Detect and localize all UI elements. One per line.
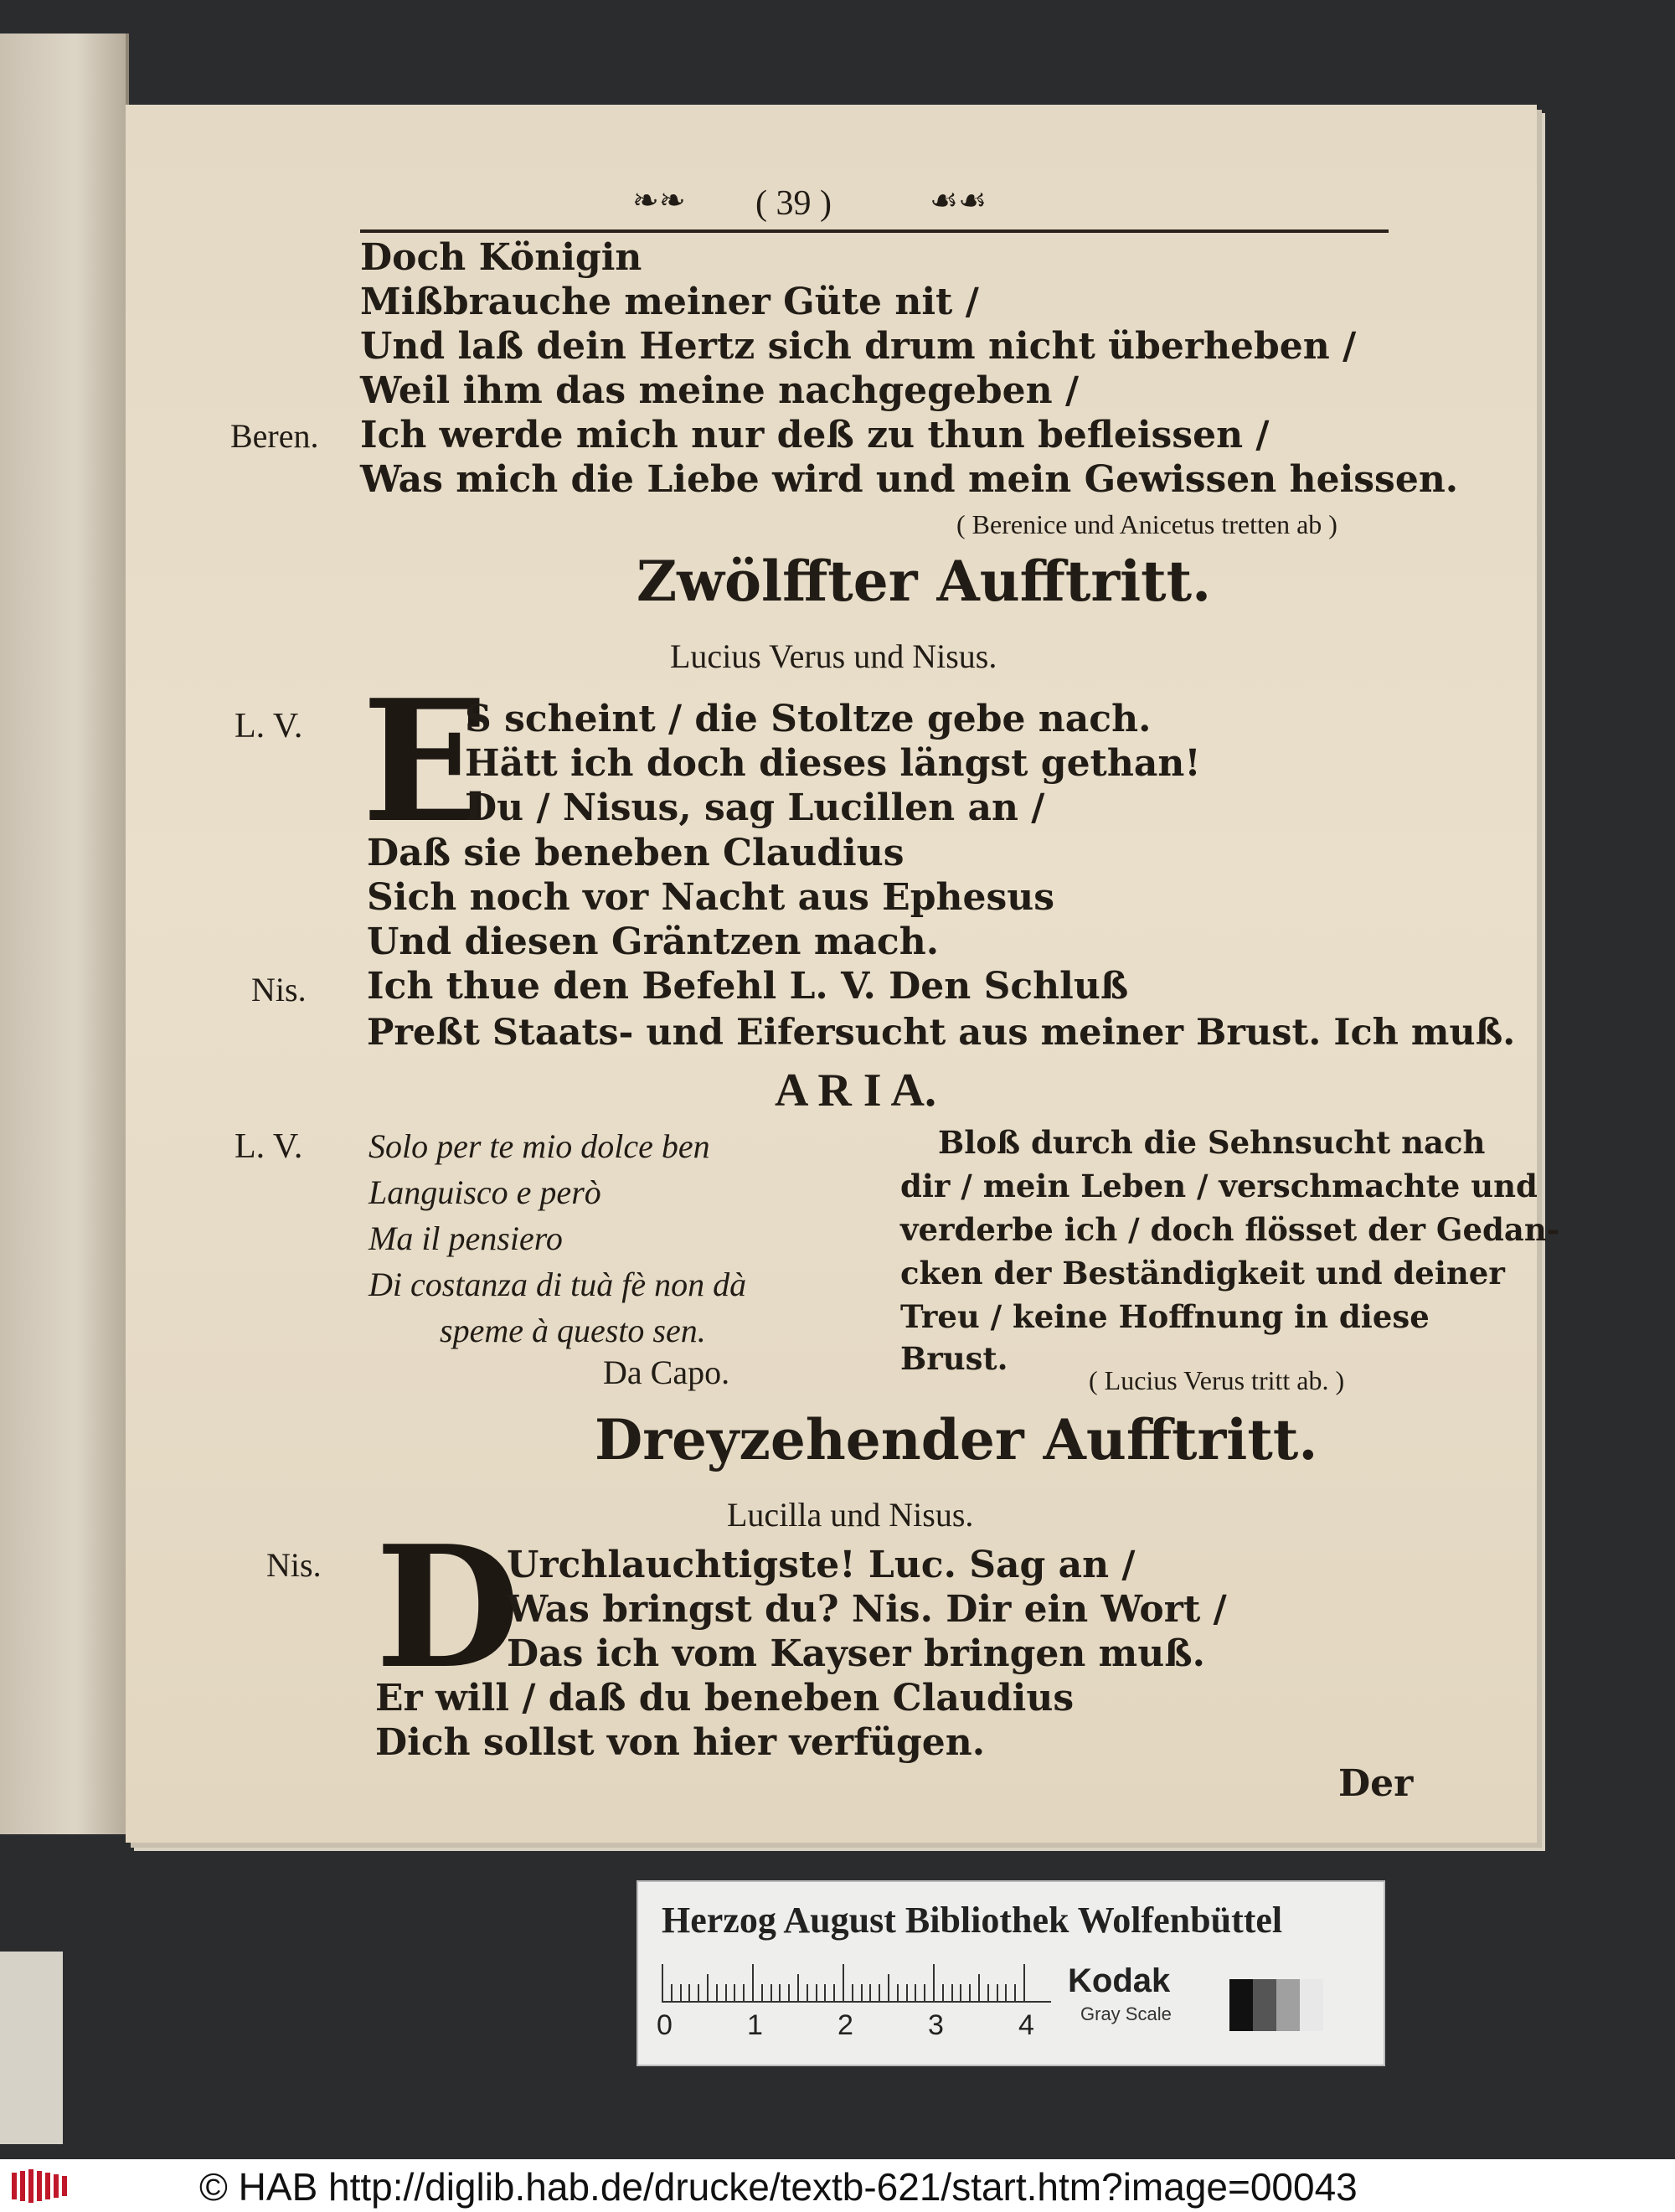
gray-patch: [1229, 1979, 1253, 2031]
left-page-label: [0, 1952, 63, 2144]
ruler-tick: [770, 1984, 772, 2001]
drop-cap: D: [375, 1509, 521, 1706]
ruler-tick: [1005, 1984, 1007, 2001]
verse-line: Und diesen Gräntzen mach.: [367, 920, 940, 963]
aria-heading: A R I A.: [775, 1065, 936, 1116]
verse-line: Dich sollst von hier verfügen.: [375, 1721, 986, 1764]
verse-line: Was bringst du? Nis. Dir ein Wort /: [507, 1588, 1227, 1631]
ruler-tick: [942, 1984, 944, 2001]
verse-line: Du / Nisus, sag Lucillen an /: [465, 786, 1045, 829]
ruler-tick: [906, 1984, 908, 2001]
scale-number: 0: [657, 2009, 673, 2041]
ruler-tick: [1014, 1984, 1016, 2001]
verse-line: S scheint / die Stoltze gebe nach.: [465, 698, 1152, 740]
da-capo: Da Capo.: [603, 1353, 730, 1391]
ruler-tick: [788, 1984, 790, 2001]
scale-number: 4: [1018, 2009, 1034, 2041]
gray-patch: [1253, 1979, 1276, 2031]
verse-line: Sich noch vor Nacht aus Ephesus: [367, 876, 1055, 919]
verse-line: Und laß dein Hertz sich drum nicht überheben /: [360, 325, 1357, 368]
header-rule: [360, 229, 1389, 233]
verse-line: Urchlauchtigste! Luc. Sag an /: [507, 1544, 1136, 1586]
aria-german-line: Brust.: [900, 1340, 1008, 1377]
ruler-tick: [752, 1964, 754, 2001]
gray-patch: [1300, 1979, 1323, 2031]
stage-direction: ( Lucius Verus tritt ab. ): [1089, 1365, 1345, 1395]
scene-characters: Lucius Verus und Nisus.: [670, 637, 997, 675]
ruler-tick: [824, 1984, 826, 2001]
ruler-tick: [779, 1984, 781, 2001]
scene-characters: Lucilla und Nisus.: [727, 1496, 974, 1534]
ruler-tick: [978, 1974, 980, 2001]
ruler-tick: [698, 1984, 699, 2001]
aria-german-line: Bloß durch die Sehnsucht nach: [938, 1124, 1486, 1161]
ruler-tick: [997, 1984, 998, 2001]
drop-cap: E: [362, 663, 490, 860]
aria-italian-line: Solo per te mio dolce ben: [368, 1127, 710, 1165]
aria-italian-line: speme à questo sen.: [440, 1312, 706, 1349]
ruler-tick: [888, 1974, 889, 2001]
page-number: ( 39 ): [755, 184, 832, 223]
verse-line: Ich thue den Befehl L. V. Den Schluß: [367, 965, 1129, 1008]
library-name: Herzog August Bibliothek Wolfenbüttel: [662, 1900, 1283, 1941]
ruler-tick: [725, 1984, 727, 2001]
speaker-label: L. V.: [234, 707, 303, 745]
footer-bar: [0, 2159, 1675, 2212]
ruler-tick: [707, 1974, 709, 2001]
ruler-tick: [843, 1964, 844, 2001]
ruler-tick: [743, 1984, 745, 2001]
ruler-tick: [797, 1974, 799, 2001]
speaker-label: Nis.: [266, 1546, 322, 1584]
scale-number: 2: [838, 2009, 853, 2041]
ruler-tick: [671, 1984, 673, 2001]
ruler-tick: [852, 1984, 853, 2001]
copyright-url[interactable]: © HAB http://diglib.hab.de/drucke/textb-621/start.htm?image=00043: [199, 2165, 1358, 2209]
aria-italian-line: Di costanza di tuà fè non dà: [368, 1266, 747, 1303]
scale-number: 3: [928, 2009, 944, 2041]
ruler-tick: [716, 1984, 718, 2001]
ruler-tick: [1023, 1964, 1025, 2001]
verse-line: Was mich die Liebe wird und mein Gewissen heissen.: [360, 458, 1459, 501]
left-page-edge: [0, 34, 129, 1834]
ruler-tick: [734, 1984, 735, 2001]
ornament-right: ☙☙: [930, 182, 987, 219]
aria-german-line: cken der Beständigkeit und deiner: [900, 1255, 1505, 1292]
verse-line: Mißbrauche meiner Güte nit /: [360, 281, 979, 323]
ruler-tick: [861, 1984, 863, 2001]
ruler-tick: [915, 1984, 916, 2001]
verse-line: Daß sie beneben Claudius: [367, 832, 904, 874]
verse-line: Doch Königin: [360, 236, 642, 279]
aria-italian-line: Ma il pensiero: [368, 1219, 563, 1257]
verse-line: Ich werde mich nur deß zu thun befleissen /: [360, 414, 1270, 456]
ruler-tick: [960, 1984, 961, 2001]
ornament-left: ❧❧: [632, 182, 686, 219]
ruler-tick: [869, 1984, 871, 2001]
verse-line: Das ich vom Kayser bringen muß.: [507, 1632, 1205, 1675]
speaker-label: Nis.: [251, 971, 307, 1008]
verse-line: Weil ihm das meine nachgegeben /: [360, 369, 1080, 412]
scale-number: 1: [747, 2009, 763, 2041]
ruler-tick: [879, 1984, 880, 2001]
scale-ruler: [662, 1959, 1051, 2003]
ruler-tick: [951, 1984, 953, 2001]
aria-german-line: dir / mein Leben / verschmachte und: [900, 1168, 1538, 1204]
catchword: Der: [1338, 1762, 1414, 1805]
aria-italian-line: Languisco e però: [368, 1173, 601, 1211]
ruler-tick: [897, 1984, 899, 2001]
verse-line: Hätt ich doch dieses längst gethan!: [465, 742, 1201, 785]
ruler-tick: [987, 1984, 989, 2001]
scene-title: Zwölffter Aufftritt.: [636, 549, 1212, 614]
ruler-tick: [816, 1984, 817, 2001]
speaker-label: Beren.: [230, 417, 319, 455]
stage-direction: ( Berenice und Anicetus tretten ab ): [956, 509, 1337, 539]
ruler-tick: [761, 1984, 763, 2001]
aria-german-line: Treu / keine Hoffnung in diese: [900, 1298, 1430, 1335]
ruler-tick: [680, 1984, 682, 2001]
aria-german-line: verderbe ich / doch flösset der Gedan-: [900, 1211, 1560, 1248]
ruler-tick: [933, 1964, 935, 2001]
ruler-tick: [969, 1984, 971, 2001]
ruler-tick: [833, 1984, 835, 2001]
verse-line: Er will / daß du beneben Claudius: [375, 1677, 1075, 1720]
ruler-tick: [662, 1964, 663, 2001]
ruler-tick: [807, 1984, 808, 2001]
scene-title: Dreyzehender Aufftritt.: [595, 1407, 1318, 1472]
verse-line: Preßt Staats- und Eifersucht aus meiner Brust. Ich muß.: [367, 1012, 1516, 1054]
hab-logo-icon: [8, 2168, 176, 2204]
calibration-card: [636, 1880, 1385, 2066]
speaker-label: L. V.: [234, 1127, 303, 1166]
gray-scale-label: Gray Scale: [1080, 2003, 1172, 2024]
gray-patch: [1276, 1979, 1300, 2031]
kodak-logo: Kodak: [1068, 1962, 1171, 1999]
ruler-tick: [924, 1984, 925, 2001]
ruler-tick: [688, 1984, 690, 2001]
